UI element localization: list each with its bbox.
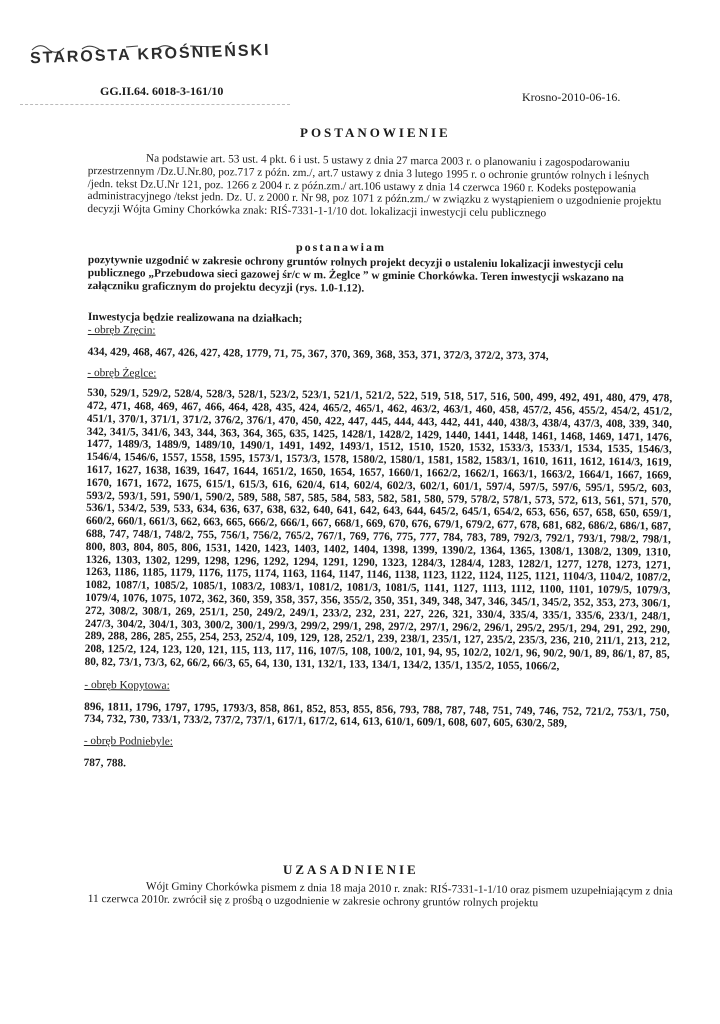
parcels-section: [84, 311, 673, 775]
legal-basis-paragraph: Na podstawie art. 53 ust. 4 pkt. 6 i ust. 5 ustawy z dnia 27 marca 2003 r. o planowaniu i zagospodarowaniu przestrzennym /Dz.U.Nr.80, poz.717 z późn. zm./, art.7 ustawy z dnia 3 lutego 1995 r. o ochronie gruntów rolnych i leśnych /jedn. tekst Dz.U.Nr 121, poz. 1266 z 2004 r. z późn.zm./ art.106 ustawy z dnia 14 czerwca 1960 r. Kodeks postępowania administracyjnego /tekst jedn. Dz. U. z 2000 r. Nr 98, poz 1071 z późn.zm./ w związku z wystąpieniem o uzgodnienie projektu decyzji Wójta Gminy Chorkówka znak: RIŚ-7331-1-1/10 dot. lokalizacji inwestycji celu publicznego: [87, 152, 662, 220]
parcel-list: 787, 788.: [83, 756, 127, 770]
reference-number: GG.II.64. 6018-3-161/10: [100, 84, 224, 98]
parcel-list: 434, 429, 468, 467, 426, 427, 428, 1779, 71, 75, 367, 370, 369, 368, 353, 371, 372/3, 372/2, 373, 374,: [87, 345, 549, 363]
parcel-list: 530, 529/1, 529/2, 528/4, 528/3, 528/1, 523/2, 523/1, 521/1, 521/2, 522, 519, 518, 517, 516, 500, 499, 492, 491, 480, 479, 478, 472, 471, 468, 469, 467, 466, 464, 428, 435, 424, 465/2, 465/1, 462, 463/2, 463/1, 460, 458, 457/2, 456, 455/2, 454/2, 451/2, 451/1, 370/1, 371/1, 371/2, 376/2, 376/1, 470, 450, 422, 447, 445, 444, 443, 442, 441, 440, 438/3, 438/4, 437/3, 408, 339, 340, 342, 341/5, 341/6, 343, 344, 363, 364, 365, 635, 1425, 1428/1, 1428/2, 1429, 1440, 1441, 1448, 1461, 1468, 1469, 1471, 1476, 1477, 1489/3, 1489/9, 1489/10, 1490/1, 1491, 1492, 1493/1, 1512, 1510, 1520, 1532, 1533/3, 1533/1, 1534, 1535, 1546/3, 1546/4, 1546/6, 1557, 1558, 1595, 1573/1, 1573/3, 1578, 1580/2, 1580/1, 1581, 1582, 1583/1, 1610, 1611, 1612, 1614/3, 1619, 1617, 1627, 1638, 1639, 1647, 1644, 1651/2, 1650, 1654, 1657, 1660/1, 1662/2, 1662/1, 1663/1, 1663/2, 1664/1, 1667, 1669, 1670, 1671, 1672, 1675, 615/1, 615/3, 616, 620/4, 614, 602/4, 602/3, 602/1, 601/1, 597/4, 597/5, 597/6, 595/1, 595/2, 603, 593/2, 593/1, 591, 590/1, 590/2, 589, 588, 587, 585, 584, 583, 582, 581, 580, 579, 578/2, 578/1, 573, 572, 613, 561, 571, 570, 536/1, 534/2, 539, 533, 634, 636, 637, 638, 632, 640, 641, 642, 643, 644, 645/2, 645/1, 654/2, 653, 656, 657, 658, 650, 659/1, 660/2, 660/1, 661/3, 662, 663, 665, 666/2, 666/1, 667, 668/1, 669, 670, 676, 679/1, 679/2, 677, 678, 681, 682, 686/2, 686/1, 687, 688, 747, 748/1, 748/2, 755, 756/1, 756/2, 765/2, 767/1, 769, 776, 775, 777, 784, 783, 789, 792/3, 792/1, 793/1, 798/2, 798/1, 800, 803, 804, 805, 806, 1531, 1420, 1423, 1403, 1402, 1404, 1398, 1399, 1390/2, 1364, 1365, 1308/1, 1308/2, 1309, 1310, 1326, 1303, 1302, 1299, 1298, 1296, 1292, 1294, 1291, 1290, 1323, 1284/3, 1284/4, 1283, 1282/1, 1277, 1278, 1273, 1271, 1263, 1186, 1185, 1179, 1176, 1175, 1174, 1163, 1164, 1147, 1146, 1138, 1123, 1122, 1124, 1125, 1121, 1104/3, 1104/2, 1087/2, 1082, 1087/1, 1085/2, 1085/1, 1083/2, 1083/1, 1081/2, 1081/3, 1081/5, 1141, 1127, 1113, 1112, 1100, 1101, 1079/5, 1079/3, 1079/4, 1076, 1075, 1072, 362, 360, 359, 358, 357, 356, 355/2, 350, 351, 349, 348, 347, 346, 345/1, 345/2, 352, 353, 273, 306/1, 272, 308/2, 308/1, 269, 251/1, 250, 249/2, 249/1, 233/2, 232, 231, 227, 226, 321, 330/4, 335/4, 335/1, 335/6, 233/1, 248/1, 247/3, 304/2, 304/1, 303, 300/2, 300/1, 299/3, 299/2, 299/1, 298, 297/2, 297/1, 296/2, 296/1, 295/2, 295/1, 294, 291, 292, 290, 289, 288, 286, 285, 255, 254, 253, 252/4, 109, 129, 128, 252/1, 239, 238/1, 235/1, 127, 235/2, 235/3, 236, 210, 211/1, 213, 212, 208, 125/2, 124, 123, 120, 121, 115, 113, 117, 116, 107/5, 108, 100/2, 101, 94, 95, 102/2, 102/1, 96, 90/2, 90/1, 89, 86/1, 87, 85, 80, 82, 73/1, 73/3, 62, 66/2, 66/3, 65, 64, 130, 131, 132/1, 133, 134/1, 134/2, 135/1, 135/2, 1055, 1066/2,: [84, 387, 673, 673]
document-date: Krosno-2010-06-16.: [522, 90, 621, 104]
office-stamp: STAROSTA KROŚNIEŃSKI: [29, 41, 271, 68]
justification-heading: UZASADNIENIE: [283, 862, 419, 877]
obreb-heading: - obręb Kopytowa:: [84, 678, 170, 692]
obreb-heading: - obręb Podniebyle:: [83, 735, 174, 748]
header-divider: [20, 104, 290, 105]
obreb-heading: - obręb Żeglce:: [87, 367, 157, 381]
decision-paragraph: pozytywnie uzgodnić w zakresie ochrony gruntów rolnych projekt decyzji o ustaleniu lokalizacji inwestycji celu publicznego „Przebudowa sieci gazowej śr/c w m. Żeglce ” w gminie Chorkówka. Teren inwestycji wskazano na załączniku graficznym do projektu decyzji (rys. 1.0-1.12).: [87, 254, 624, 295]
resolution-heading: postanawiam: [296, 240, 387, 254]
obreb-heading: - obręb Zręcin:: [87, 323, 156, 337]
parcels-intro: Inwestycja będzie realizowana na działkach;: [87, 311, 303, 326]
document-title: POSTANOWIENIE: [300, 125, 451, 140]
parcel-list: 896, 1811, 1796, 1797, 1795, 1793/3, 858, 861, 852, 853, 855, 856, 793, 788, 787, 748, 751, 749, 746, 752, 721/2, 753/1, 750, 734, 732, 730, 733/1, 733/2, 737/2, 737/1, 617/1, 617/2, 614, 613, 610/1, 609/1, 608, 607, 605, 630/2, 589,: [84, 700, 670, 730]
justification-paragraph: Wójt Gminy Chorkówka pismem z dnia 18 maja 2010 r. znak: RIŚ-7331-1-1/10 oraz pismem uzupełniającym z dnia 11 czerwca 2010r. zwrócił się z prośbą o uzgodnienie w zakresie ochrony gruntów rolnych projektu: [87, 880, 673, 910]
